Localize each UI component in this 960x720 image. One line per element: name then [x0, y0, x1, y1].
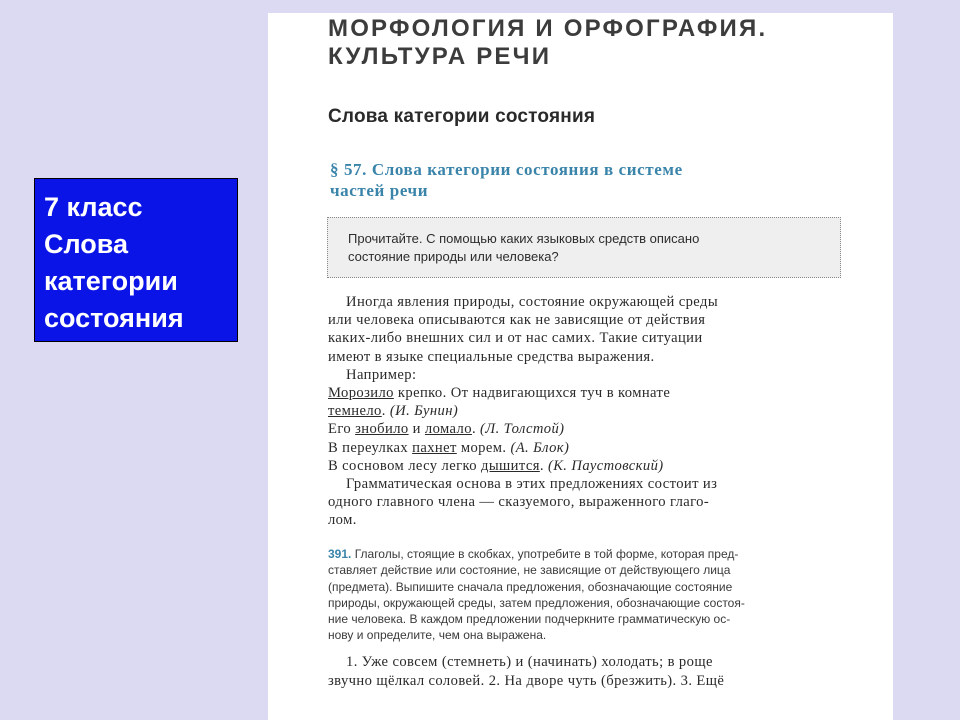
paragraph-heading-line: § 57. Слова категории состояния в системе — [330, 160, 683, 179]
slide-title-line: категории — [44, 266, 178, 296]
underlined-word: знобило — [355, 421, 409, 438]
text-line: каких-либо внешних сил и от нас самих. Такие ситуации — [328, 330, 703, 347]
text-line: Иногда явления природы, состояние окружающей среды — [346, 294, 719, 310]
task-line: состояние природы или человека? — [348, 249, 559, 264]
exercise-number: 391. — [328, 547, 352, 561]
underlined-word: ломало — [424, 421, 472, 438]
example-line: В сосновом лесу легко дышится. (К. Паустовский) — [328, 457, 664, 474]
underlined-word: темнело — [328, 403, 382, 420]
exercise-line: 391. Глаголы, стоящие в скобках, употребите в той форме, которая пред- — [328, 547, 739, 561]
paragraph-heading-line: частей речи — [330, 181, 429, 200]
slide-title-box — [34, 178, 238, 342]
exercise-line: нову и определите, чем она выражена. — [328, 628, 547, 643]
example-line: В переулках пахнет морем. (А. Блок) — [328, 439, 570, 456]
textbook-page — [268, 13, 893, 720]
author-name: (Л. Толстой) — [480, 421, 565, 438]
slide-title-line: состояния — [44, 303, 184, 333]
author-name: (И. Бунин) — [389, 403, 459, 420]
example-label: Например: — [346, 366, 417, 383]
example-line: темнело. (И. Бунин) — [328, 403, 459, 420]
underlined-word: Морозило — [328, 385, 394, 402]
underlined-word: дышится — [481, 457, 540, 474]
rule-text — [328, 293, 844, 530]
author-name: (К. Паустовский) — [547, 457, 664, 474]
exercise-text — [328, 653, 846, 691]
text-line: или человека описываются как не зависящие от действия — [328, 312, 706, 329]
section-heading: Слова категории состояния — [328, 106, 596, 127]
chapter-heading — [328, 15, 767, 71]
paragraph-heading — [330, 159, 850, 201]
text-line: имеют в языке специальные средства выражения. — [328, 348, 655, 365]
chapter-heading-line: КУЛЬТУРА РЕЧИ — [328, 43, 552, 70]
chapter-heading-line: МОРФОЛОГИЯ И ОРФОГРАФИЯ. — [328, 15, 768, 42]
underlined-word: пахнет — [412, 439, 457, 456]
text-line: Грамматическая основа в этих предложениях состоит из — [346, 476, 718, 493]
author-name: (А. Блок) — [510, 439, 570, 456]
example-line: Морозило крепко. От надвигающихся туч в комнате — [328, 385, 671, 402]
exercise-instructions — [328, 546, 846, 644]
text-line: лом. — [328, 512, 357, 529]
text-line: одного главного члена — сказуемого, выраженного глаго- — [328, 494, 710, 511]
exercise-line: ставляет действие или состояние, не зависящие от действующего лица — [328, 563, 731, 578]
exercise-line: ние человека. В каждом предложении подчеркните грамматическую ос- — [328, 612, 731, 627]
exercise-line: (предмета). Выпишите сначала предложения, обозначающие состояние — [328, 579, 733, 594]
task-line: Прочитайте. С помощью каких языковых средств описано — [348, 231, 700, 246]
exercise-line: природы, окружающей среды, затем предложения, обозначающие состоя- — [328, 595, 745, 610]
slide-title-line: 7 класс — [44, 192, 143, 222]
exercise-text-line: звучно щёлкал соловей. 2. На дворе чуть (брезжить). 3. Ещё — [328, 673, 725, 689]
example-line: Его знобило и ломало. (Л. Толстой) — [328, 421, 565, 438]
slide-title-line: Слова — [44, 229, 129, 259]
exercise-text-line: 1. Уже совсем (стемнеть) и (начинать) холодать; в роще — [346, 654, 713, 670]
task-box — [327, 217, 841, 278]
